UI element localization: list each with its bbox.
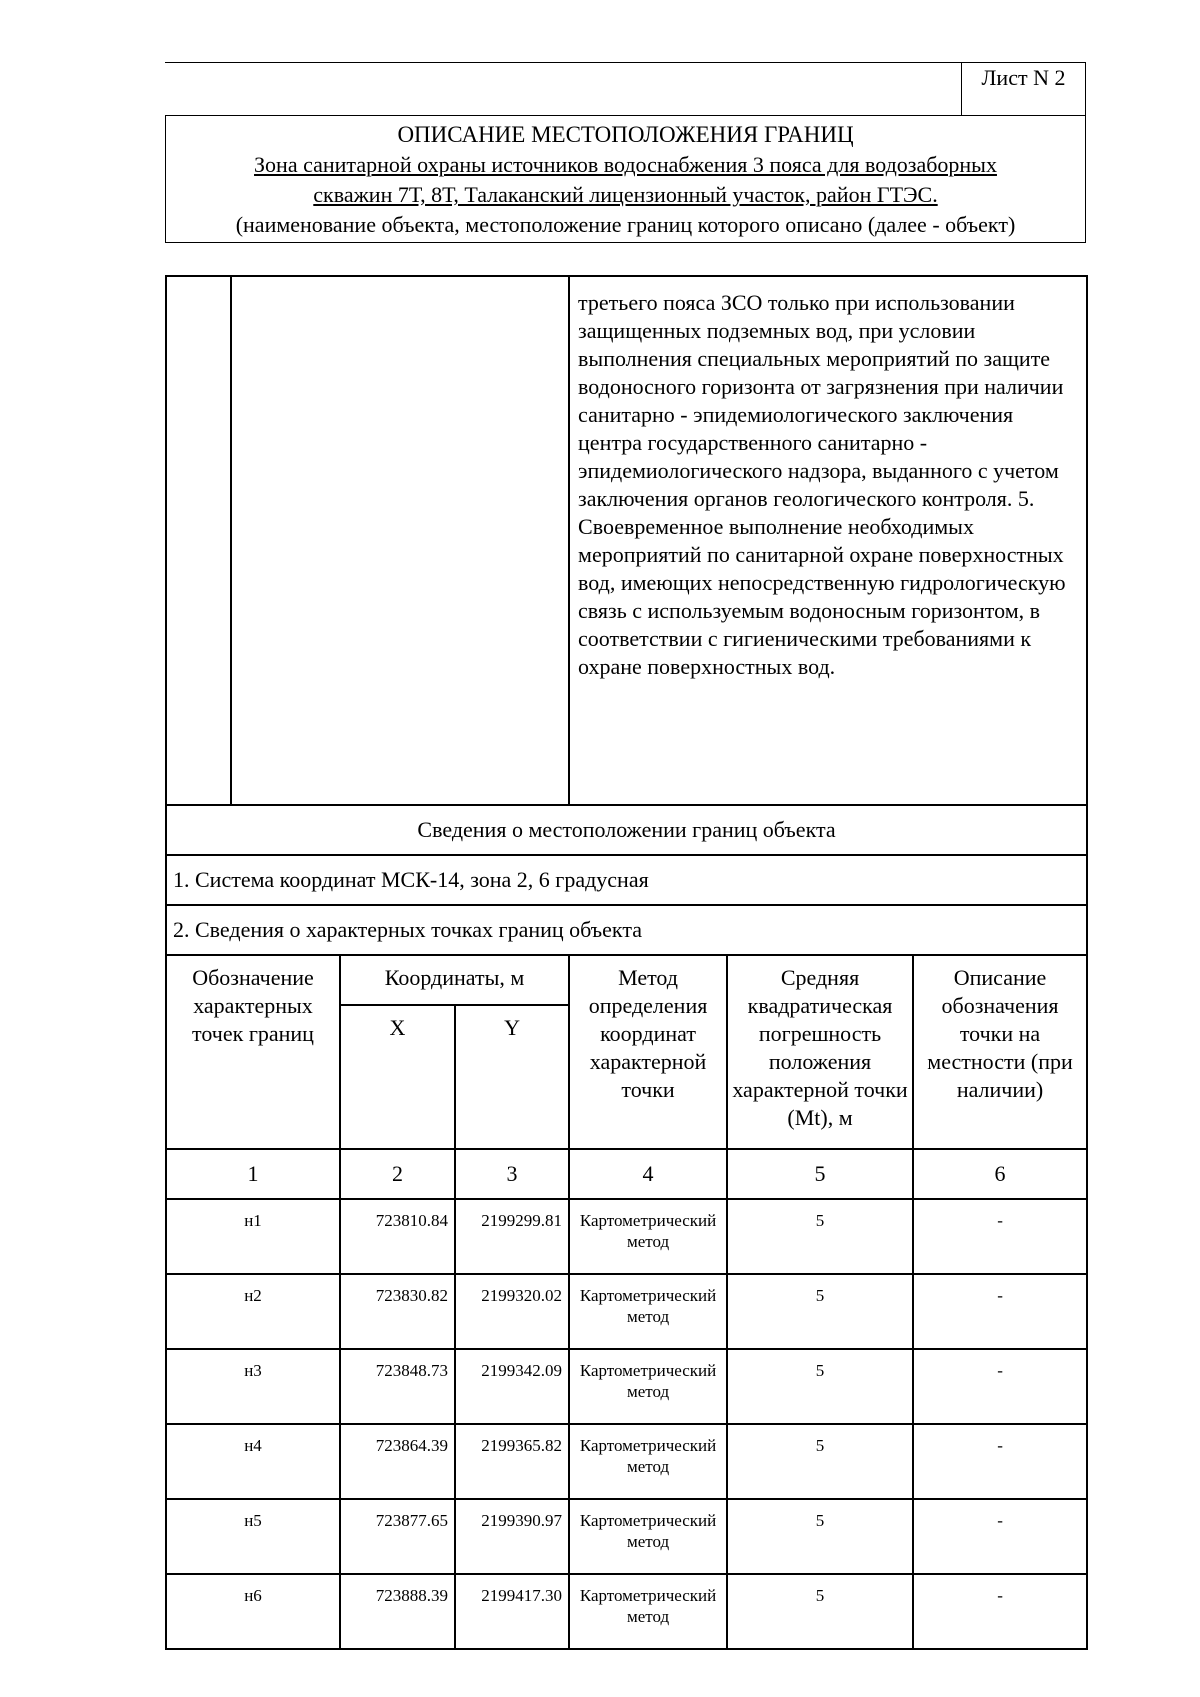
object-caption: (наименование объекта, местоположение границ которого описано (далее - объект)	[235, 212, 1016, 237]
point-id: н3	[166, 1349, 340, 1424]
continuation-cell-1	[166, 276, 231, 805]
point-method: Картометрический метод	[569, 1199, 727, 1274]
continuation-text: третьего пояса ЗСО только при использовании защищенных подземных вод, при условии выполнения специальных мероприятий по защите водоносного горизонта от загрязнения при наличии санитарно - эпидемиологического заключения центра государственного санитарно - эпидемиологического надзора, выданного с учетом заключения органов геологического контроля. 5. Своевременное выполнение необходимых мероприятий по санитарной охране поверхностных вод, имеющих непосредственную гидрологическую связь с используемым водоносным горизонтом, в соответствии с гигиеническими требованиями к охране поверхностных вод.	[569, 276, 1087, 805]
point-method: Картометрический метод	[569, 1274, 727, 1349]
point-x: 723848.73	[340, 1349, 455, 1424]
point-error: 5	[727, 1199, 913, 1274]
column-number: 1	[166, 1149, 340, 1199]
header-y: Y	[455, 1005, 569, 1149]
object-name-line-1: Зона санитарной охраны источников водоснабжения 3 пояса для водозаборных	[254, 152, 997, 177]
point-error: 5	[727, 1424, 913, 1499]
document-title: ОПИСАНИЕ МЕСТОПОЛОЖЕНИЯ ГРАНИЦ	[397, 122, 854, 147]
header-coordinates: Координаты, м	[340, 955, 569, 1005]
table-header-row	[166, 955, 1087, 1005]
column-number: 2	[340, 1149, 455, 1199]
section-location-title: Сведения о местоположении границ объекта	[166, 805, 1087, 855]
point-method: Картометрический метод	[569, 1349, 727, 1424]
point-error: 5	[727, 1349, 913, 1424]
boundary-table	[165, 275, 1088, 1650]
point-y: 2199365.82	[455, 1424, 569, 1499]
point-x: 723830.82	[340, 1274, 455, 1349]
point-description: -	[913, 1274, 1087, 1349]
top-rule	[165, 62, 1086, 63]
column-number: 6	[913, 1149, 1087, 1199]
document-header	[165, 115, 1086, 243]
point-method: Картометрический метод	[569, 1424, 727, 1499]
point-description: -	[913, 1349, 1087, 1424]
point-description: -	[913, 1424, 1087, 1499]
point-error: 5	[727, 1274, 913, 1349]
point-id: н1	[166, 1199, 340, 1274]
column-number-row	[166, 1149, 1087, 1199]
point-description: -	[913, 1574, 1087, 1649]
header-designation: Обозначение характерных точек границ	[166, 955, 340, 1149]
point-y: 2199299.81	[455, 1199, 569, 1274]
continuation-row	[166, 276, 1087, 805]
continuation-cell-2	[231, 276, 569, 805]
point-id: н4	[166, 1424, 340, 1499]
table-row	[166, 1574, 1087, 1649]
header-description: Описание обозначения точки на местности (при наличии)	[913, 955, 1087, 1149]
header-x: X	[340, 1005, 455, 1149]
point-y: 2199417.30	[455, 1574, 569, 1649]
point-id: н2	[166, 1274, 340, 1349]
coordinate-system: 1. Система координат МСК-14, зона 2, 6 градусная	[166, 855, 1087, 905]
point-id: н5	[166, 1499, 340, 1574]
point-x: 723877.65	[340, 1499, 455, 1574]
table-row	[166, 1349, 1087, 1424]
table-row	[166, 1274, 1087, 1349]
point-y: 2199390.97	[455, 1499, 569, 1574]
object-name-line-2: скважин 7Т, 8Т, Талаканский лицензионный участок, район ГТЭС.	[313, 182, 938, 207]
point-error: 5	[727, 1574, 913, 1649]
section-points-title: 2. Сведения о характерных точках границ объекта	[166, 905, 1087, 955]
point-description: -	[913, 1499, 1087, 1574]
column-number: 4	[569, 1149, 727, 1199]
point-x: 723864.39	[340, 1424, 455, 1499]
point-method: Картометрический метод	[569, 1499, 727, 1574]
point-id: н6	[166, 1574, 340, 1649]
point-description: -	[913, 1199, 1087, 1274]
header-error: Средняя квадратическая погрешность положения характерной точки (Mt), м	[727, 955, 913, 1149]
point-x: 723810.84	[340, 1199, 455, 1274]
column-number: 3	[455, 1149, 569, 1199]
sheet-number: Лист N 2	[961, 62, 1086, 116]
header-method: Метод определения координат характерной точки	[569, 955, 727, 1149]
table-row	[166, 1499, 1087, 1574]
point-y: 2199342.09	[455, 1349, 569, 1424]
column-number: 5	[727, 1149, 913, 1199]
point-method: Картометрический метод	[569, 1574, 727, 1649]
point-error: 5	[727, 1499, 913, 1574]
table-row	[166, 1424, 1087, 1499]
point-x: 723888.39	[340, 1574, 455, 1649]
point-y: 2199320.02	[455, 1274, 569, 1349]
table-row	[166, 1199, 1087, 1274]
